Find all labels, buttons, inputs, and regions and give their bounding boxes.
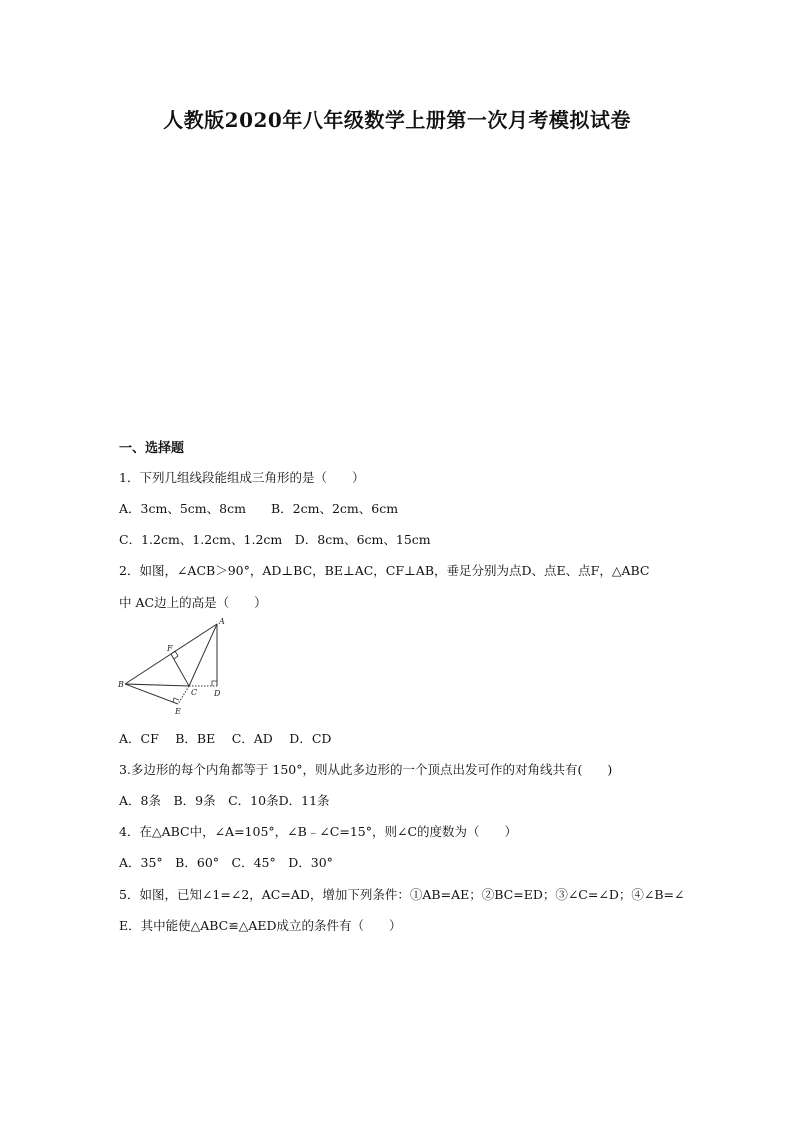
label-f: F xyxy=(167,644,173,653)
page-title: 人教版2020年八年级数学上册第一次月考模拟试卷 xyxy=(163,108,631,132)
question-2: 2．如图，∠ACB＞90°，AD⊥BC，BE⊥AC，CF⊥AB，垂足分别为点D、点E、点F，△ABC xyxy=(119,563,650,578)
label-a: A xyxy=(219,618,225,626)
section-heading: 一、选择题 xyxy=(119,441,185,456)
label-b: B xyxy=(118,680,124,689)
question-2-options: A．CF B．BE C．AD D．CD xyxy=(119,731,332,746)
question-1: 1．下列几组线段能组成三角形的是（ ） xyxy=(119,470,365,485)
question-5: 5．如图，已知∠1=∠2，AC=AD，增加下列条件：①AB=AE；②BC=ED；③∠C=∠D；④∠B=∠ xyxy=(119,887,685,902)
question-1-options-cd: C．1.2cm、1.2cm、1.2cm D．8cm、6cm、15cm xyxy=(119,532,431,547)
label-d: D xyxy=(214,689,221,698)
question-3-options: A．8条 B．9条 C．10条D．11条 xyxy=(119,793,330,808)
question-3: 3.多边形的每个内角都等于 150°，则从此多边形的一个顶点出发可作的对角线共有( ) xyxy=(119,762,613,777)
question-1-options-ab: A．3cm、5cm、8cm B．2cm、2cm、6cm xyxy=(119,501,399,516)
label-c: C xyxy=(191,688,198,697)
label-e: E xyxy=(175,707,181,716)
triangle-figure xyxy=(117,618,227,718)
question-5-continued: E．其中能使△ABC≌△AED成立的条件有（ ） xyxy=(119,918,402,933)
question-2-continued: 中 AC边上的高是（ ） xyxy=(119,595,267,610)
question-4: 4．在△ABC中，∠A=105°，∠B﹣∠C=15°，则∠C的度数为（ ） xyxy=(119,824,518,839)
question-4-options: A．35° B．60° C．45° D．30° xyxy=(119,855,333,870)
